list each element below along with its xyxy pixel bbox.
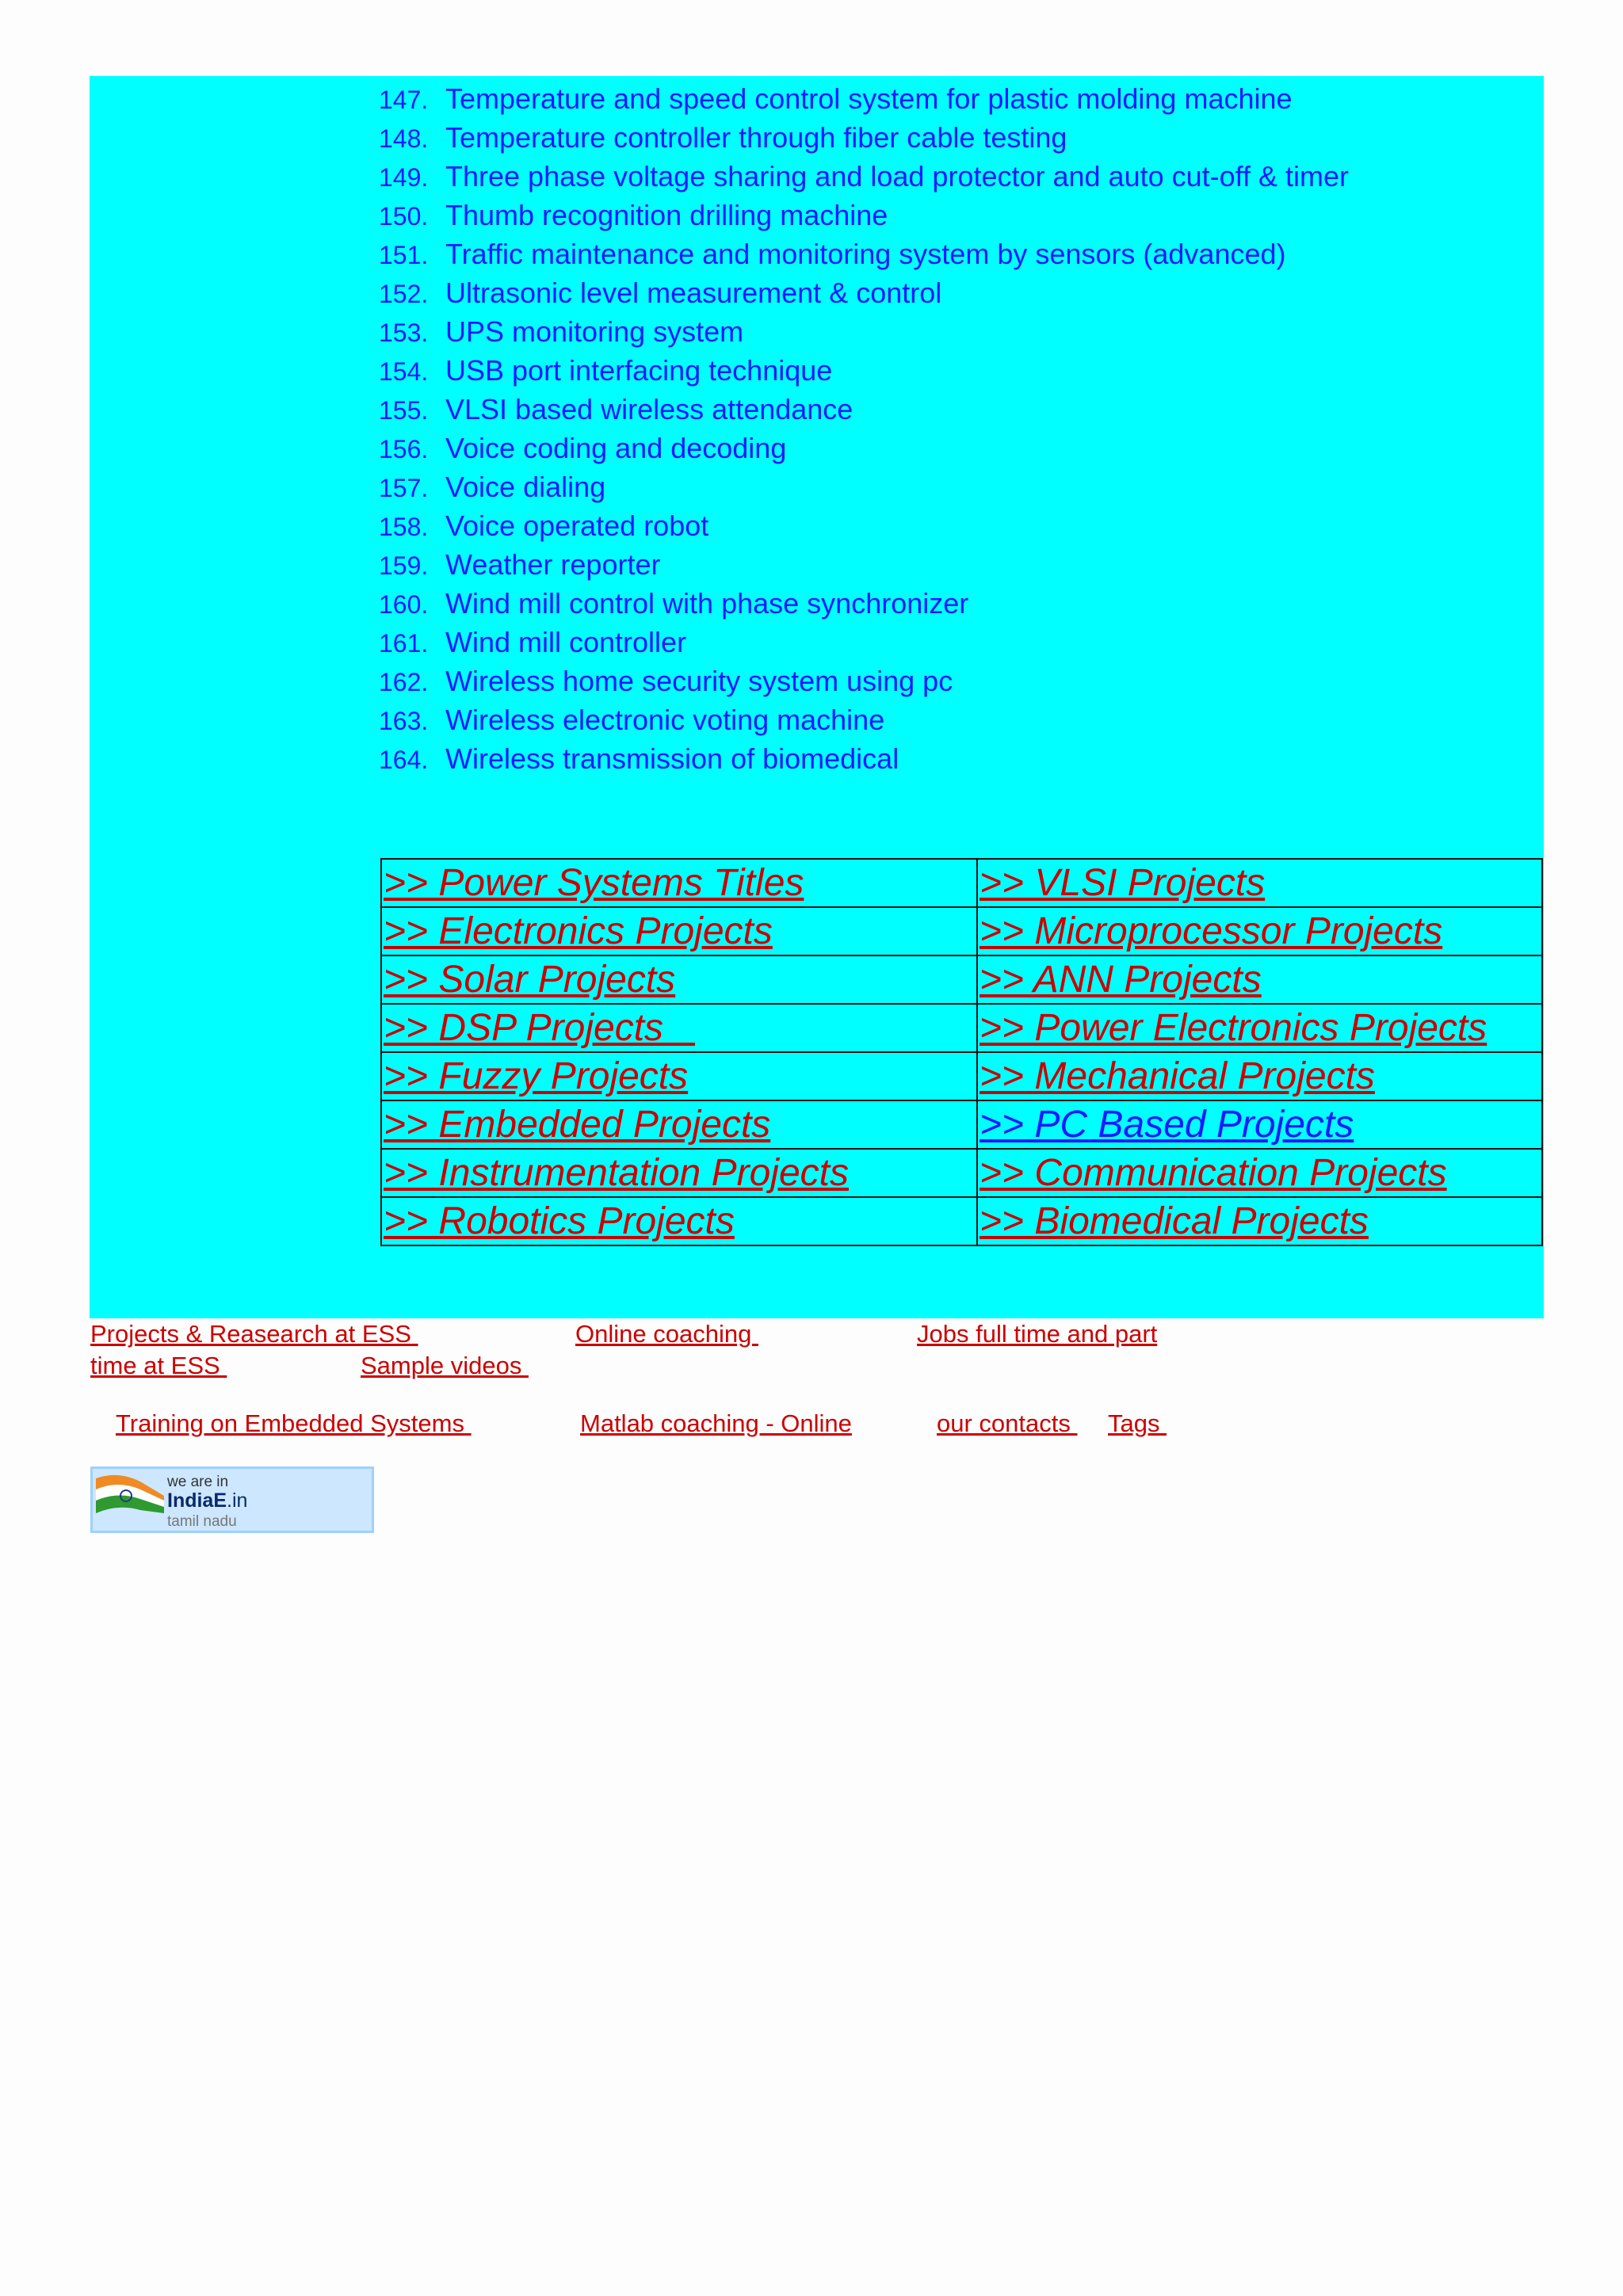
list-item: 160. Wind mill control with phase synchronizer <box>379 587 969 620</box>
project-title: Wind mill controller <box>445 626 687 658</box>
dsp-projects-link[interactable]: >> DSP Projects <box>384 1007 696 1049</box>
project-title: Voice dialing <box>445 471 606 503</box>
project-title: USB port interfacing technique <box>445 354 833 387</box>
list-item: 163. Wireless electronic voting machine <box>379 704 885 736</box>
list-item: 150. Thumb recognition drilling machine <box>379 199 888 231</box>
embedded-projects-link[interactable]: >> Embedded Projects <box>384 1104 771 1146</box>
list-item: 158. Voice operated robot <box>379 509 709 542</box>
badge-brand: IndiaE.in <box>167 1489 248 1512</box>
tags-link[interactable]: Tags <box>1108 1409 1167 1437</box>
table-row <box>381 955 1542 1004</box>
ann-projects-link[interactable]: >> ANN Projects <box>980 959 1262 1001</box>
matlab-coaching-link[interactable]: Matlab coaching - Online <box>580 1409 852 1437</box>
project-title: VLSI based wireless attendance <box>445 393 854 425</box>
pc-based-projects-link[interactable]: >> PC Based Projects <box>980 1104 1354 1146</box>
project-title: Three phase voltage sharing and load protector and auto cut-off & timer <box>445 160 1350 193</box>
project-title: Wireless transmission of biomedical <box>445 742 899 775</box>
instrumentation-projects-link[interactable]: >> Instrumentation Projects <box>384 1152 849 1194</box>
list-item: 152. Ultrasonic level measurement & control <box>379 277 942 309</box>
project-title: Thumb recognition drilling machine <box>445 199 888 231</box>
project-title: Voice coding and decoding <box>445 432 787 464</box>
project-title: Temperature controller through fiber cable testing <box>445 121 1067 154</box>
table-row <box>381 859 1542 907</box>
list-item: 155. VLSI based wireless attendance <box>379 393 854 425</box>
badge-line1: we are in <box>167 1474 229 1490</box>
table-row <box>381 1149 1542 1197</box>
online-coaching-link[interactable]: Online coaching <box>575 1320 758 1348</box>
microprocessor-projects-link[interactable]: >> Microprocessor Projects <box>980 910 1443 952</box>
list-item: 154. USB port interfacing technique <box>379 354 833 387</box>
project-title: Voice operated robot <box>445 509 709 542</box>
fuzzy-projects-link[interactable]: >> Fuzzy Projects <box>384 1055 689 1097</box>
list-item: 157. Voice dialing <box>379 471 606 503</box>
table-row <box>381 1100 1542 1149</box>
mechanical-projects-link[interactable]: >> Mechanical Projects <box>980 1055 1375 1097</box>
table-row <box>381 1004 1542 1052</box>
list-item: 147. Temperature and speed control system for plastic molding machine <box>379 82 1293 115</box>
jobs-link-part2[interactable]: time at ESS <box>90 1352 227 1379</box>
india-flag-icon <box>94 1472 166 1532</box>
list-item: 153. UPS monitoring system <box>379 315 744 348</box>
project-title: Weather reporter <box>445 548 661 581</box>
project-title: Wireless home security system using pc <box>445 665 953 697</box>
table-row <box>381 1197 1542 1245</box>
list-item: 161. Wind mill controller <box>379 626 687 658</box>
list-item: 156. Voice coding and decoding <box>379 432 787 464</box>
list-item: 151. Traffic maintenance and monitoring system by sensors (advanced) <box>379 238 1286 270</box>
project-list <box>379 79 1349 778</box>
solar-projects-link[interactable]: >> Solar Projects <box>384 959 676 1001</box>
project-title: UPS monitoring system <box>445 315 744 348</box>
sample-videos-link[interactable]: Sample videos <box>361 1352 529 1379</box>
project-title: Wireless electronic voting machine <box>445 704 885 736</box>
vlsi-projects-link[interactable]: >> VLSI Projects <box>980 862 1266 904</box>
project-title: Wind mill control with phase synchronizer <box>445 587 969 620</box>
list-item: 159. Weather reporter <box>379 548 661 581</box>
list-item: 164. Wireless transmission of biomedical <box>379 742 899 775</box>
project-title: Traffic maintenance and monitoring system by sensors (advanced) <box>445 238 1286 270</box>
indiae-badge-link[interactable] <box>90 1466 374 1533</box>
power-electronics-projects-link[interactable]: >> Power Electronics Projects <box>980 1007 1487 1049</box>
table-row <box>381 1052 1542 1100</box>
badge-location: tamil nadu <box>167 1513 237 1530</box>
jobs-link-part1[interactable]: Jobs full time and part <box>917 1320 1158 1348</box>
biomedical-projects-link[interactable]: >> Biomedical Projects <box>980 1200 1369 1242</box>
list-item: 148. Temperature controller through fiber cable testing <box>379 121 1067 154</box>
our-contacts-link[interactable]: our contacts <box>937 1409 1078 1437</box>
project-title: Ultrasonic level measurement & control <box>445 277 942 309</box>
projects-research-link[interactable]: Projects & Reasearch at ESS <box>90 1320 418 1348</box>
table-row <box>381 907 1542 955</box>
list-item: 162. Wireless home security system using pc <box>379 665 953 697</box>
training-embedded-link[interactable]: Training on Embedded Systems <box>116 1409 472 1437</box>
category-links-table <box>380 858 1543 1246</box>
power-systems-titles-link[interactable]: >> Power Systems Titles <box>384 862 804 904</box>
electronics-projects-link[interactable]: >> Electronics Projects <box>384 910 773 952</box>
project-title: Temperature and speed control system for plastic molding machine <box>445 82 1293 115</box>
robotics-projects-link[interactable]: >> Robotics Projects <box>384 1200 735 1242</box>
list-item: 149. Three phase voltage sharing and load protector and auto cut-off & timer <box>379 160 1350 193</box>
communication-projects-link[interactable]: >> Communication Projects <box>980 1152 1447 1194</box>
